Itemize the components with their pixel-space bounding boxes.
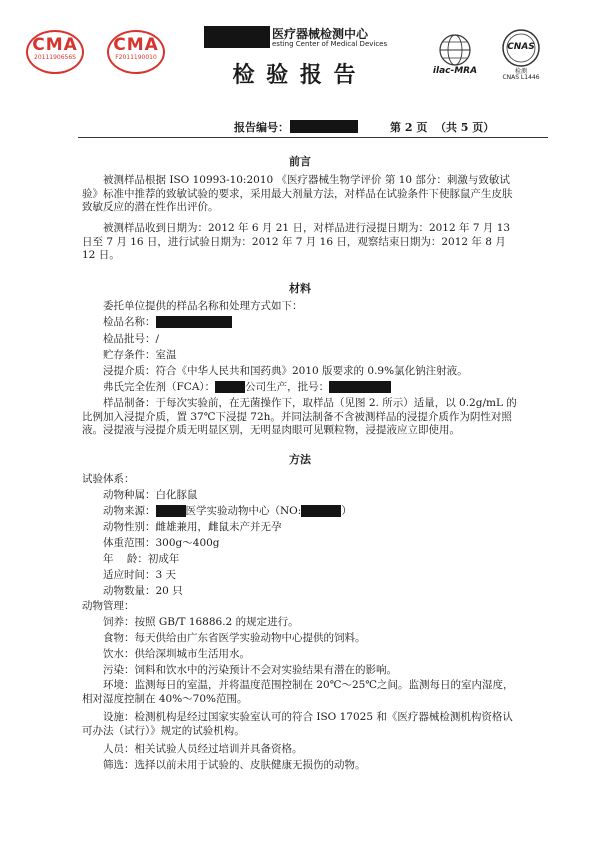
animal-sex: 动物性别：雌雄兼用，雌鼠未产并无孕 xyxy=(103,521,282,533)
foreword-paragraph-2: 被测样品收到日期为：2012 年 6 月 21 日，对样品进行浸提日期为：2012 年 7 月 13 日至 7 月 16 日，进行试验日期为：2012 年 7 月 16 日，观察结束日期为：2012 年 8 月 12 日。 xyxy=(82,222,511,261)
sample-name-label: 检品名称： xyxy=(103,316,156,328)
ilac-mra-logo xyxy=(430,30,480,80)
materials-heading: 材料 xyxy=(289,282,311,295)
animal-species: 动物种属：白化豚鼠 xyxy=(103,489,198,501)
redacted-fca-batch xyxy=(329,381,391,393)
cnas-number: CNAS L1446 xyxy=(502,74,540,81)
methods-heading: 方法 xyxy=(289,453,311,466)
personnel: 人员：相关试验人员经过培训并具备资格。 xyxy=(103,743,303,755)
org-name: 医疗器械检测中心 xyxy=(272,27,369,41)
fca-producer-text: 公司生产，批号： xyxy=(245,381,330,393)
animal-source-close: ） xyxy=(341,505,352,517)
report-number-label: 报告编号： xyxy=(234,121,289,134)
food: 食物：每天供给由广东省医学实验动物中心提供的饲料。 xyxy=(103,632,366,644)
animal-source-label: 动物来源： xyxy=(103,505,156,517)
redacted-source-prefix xyxy=(156,505,186,517)
test-system-label: 试验体系： xyxy=(82,473,135,485)
feeding: 饲养：按照 GB/T 16886.2 的规定进行。 xyxy=(103,616,299,628)
weight-range: 体重范围：300g～400g xyxy=(103,537,220,549)
ilac-label: ilac-MRA xyxy=(432,66,478,76)
redacted-report-number xyxy=(290,120,358,133)
cnas-label: CNAS xyxy=(507,42,535,52)
animal-screening: 筛选：选择以前未用于试验的、皮肤健康无损伤的动物。 xyxy=(103,759,366,771)
redacted-org-prefix xyxy=(204,26,270,48)
cma-seal-right xyxy=(107,30,165,74)
foreword-paragraph-1: 被测样品根据 ISO 10993-10:2010 《医疗器械生物学评价 第 10 部分：刺激与致敏试验》标准中推荐的致敏试验的要求，采用最大剂量方法，对样品在试验条件下使豚鼠产生皮肤致敏反应的潜在性作出评价。 xyxy=(82,174,513,213)
header-divider xyxy=(78,137,548,138)
fca-row xyxy=(103,381,391,394)
cma-seal-right-number: F2011190010 xyxy=(115,54,157,61)
org-english-name: esting Center of Medical Devices xyxy=(272,40,388,48)
page-info: 第 2 页 （共 5 页） xyxy=(390,121,495,134)
facility: 设施：检测机构是经过国家实验室认可的符合 ISO 17025 和《医疗器械检测机构资格认可办法（试行）》规定的试验机构。 xyxy=(82,711,513,737)
fca-label: 弗氏完全佐剂（FCA）： xyxy=(103,381,216,393)
foreword-heading: 前言 xyxy=(289,155,311,168)
cnas-sub-label: 检测 xyxy=(514,68,527,75)
animal-count: 动物数量：20 只 xyxy=(103,585,183,597)
animal-age: 年 龄：初成年 xyxy=(103,553,180,565)
redacted-source-number xyxy=(301,505,341,517)
materials-intro: 委托单位提供的样品名称和处理方式如下： xyxy=(103,300,303,312)
cma-seal-left-number: 2011190656S xyxy=(34,54,76,61)
animal-management-label: 动物管理： xyxy=(82,600,135,612)
animal-source-row xyxy=(103,505,352,518)
cnas-logo xyxy=(494,28,548,84)
redacted-fca-company xyxy=(215,381,245,393)
contamination: 污染：饲料和饮水中的污染预计不会对实验结果有潜在的影响。 xyxy=(103,664,397,676)
storage-condition: 贮存条件：室温 xyxy=(103,349,177,361)
sample-name-row xyxy=(103,316,232,329)
cma-seal-right-mark: CMA xyxy=(113,35,159,55)
drinking-water: 饮水：供给深圳城市生活用水。 xyxy=(103,648,250,660)
report-title: 检 验 报 告 xyxy=(232,62,358,88)
cma-seal-left-mark: CMA xyxy=(32,35,78,55)
sample-batch: 检品批号：/ xyxy=(103,333,160,345)
sample-preparation: 样品制备：于每次实验前，在无菌操作下，取样品（见图 2. 所示）适量，以 0.2g/mL 的比例加入浸提介质，置 37℃下浸提 72h。并同法制备不含被测样品的浸提介质作为阴性对照液。浸提液与浸提介质无明显区别，无明显肉眼可见颗粒物，浸提液应立即使用。 xyxy=(82,397,517,436)
redacted-sample-name xyxy=(156,316,232,328)
adaptation-time: 适应时间：3 天 xyxy=(103,569,177,581)
animal-source-center: 医学实验动物中心（NO: xyxy=(185,505,302,517)
cma-seal-left xyxy=(26,30,84,74)
environment: 环境：监测每日的室温，并将温度范围控制在 20℃～25℃之间。监测每日的室内湿度，相对湿度控制在 40%～70%范围。 xyxy=(82,679,514,705)
extraction-medium: 浸提介质：符合《中华人民共和国药典》2010 版要求的 0.9%氯化钠注射液。 xyxy=(103,365,468,377)
